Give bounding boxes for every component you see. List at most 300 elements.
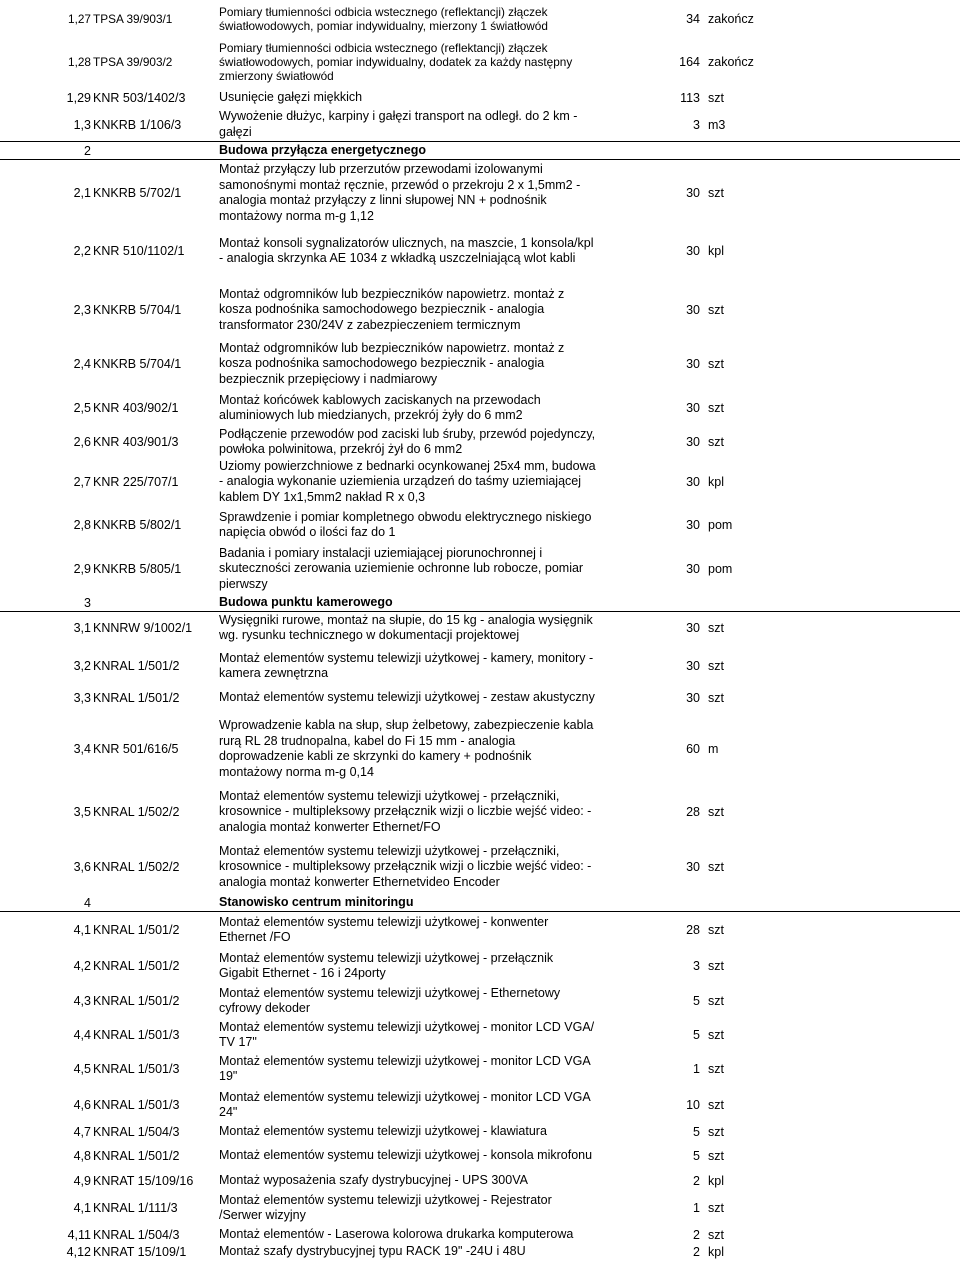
quantity-cell — [641, 1190, 701, 1226]
norm-code: KNRAL 1/501/2 — [93, 659, 180, 673]
work-description: Montaż końcówek kablowych zaciskanych na przewodach aluminiowych lub miedzianych, przekrój żyły do 6 mm2 — [219, 392, 541, 422]
norm-code: KNKRB 5/704/1 — [93, 357, 182, 371]
work-description-cell — [219, 37, 641, 87]
work-description: Uziomy powierzchniowe z bednarki ocynkowanej 25x4 mm, budowa - analogia wykonanie uziemienia urządzeń do taśmy uziemiającej kablem DY 1x1,5mm2 nakład R x 0,3 — [219, 458, 596, 504]
work-description-cell — [219, 1086, 641, 1124]
table-row — [0, 714, 960, 784]
item-number: 2,4 — [73, 357, 91, 371]
norm-code-cell — [93, 714, 217, 784]
work-description-cell — [219, 714, 641, 784]
unit-cell — [708, 1226, 778, 1243]
norm-code: KNR 403/901/3 — [93, 435, 179, 449]
unit: szt — [708, 91, 724, 105]
work-description-cell — [219, 594, 641, 611]
unit: kpl — [708, 475, 724, 489]
unit: pom — [708, 562, 733, 576]
work-description: Montaż elementów systemu telewizji użytkowej - przełączniki, krosownice - multipleksowy przełącznik wizji o liczbie wejść video: - analogia montaż konwerter Ethernetvideo Encoder — [219, 843, 592, 889]
norm-code: KNRAL 1/501/2 — [93, 691, 180, 705]
item-number-cell — [0, 912, 92, 948]
item-number-cell — [0, 426, 92, 458]
norm-code: KNRAL 1/501/2 — [93, 959, 180, 973]
quantity: 60 — [686, 742, 700, 756]
unit: kpl — [708, 244, 724, 258]
unit-cell — [708, 1018, 778, 1052]
section-row — [0, 594, 960, 612]
table-row — [0, 544, 960, 594]
unit-cell — [708, 1243, 778, 1261]
norm-code: KNKRB 5/702/1 — [93, 186, 182, 200]
quantity: 2 — [693, 1245, 700, 1259]
work-description-cell — [219, 282, 641, 338]
work-description: Wysięgniki rurowe, montaż na słupie, do 15 kg - analogia wysięgnik wg. rysunku technicznego w dokumentacji projektowej — [219, 612, 593, 642]
work-description: Badania i pomiary instalacji uziemiającej piorunochronnej i skuteczności zerowania uziemienie ochronne lub robocze, pomiar pierwszy — [219, 545, 584, 591]
unit: szt — [708, 435, 724, 449]
item-number-cell — [0, 714, 92, 784]
unit-cell — [708, 426, 778, 458]
table-row — [0, 1172, 960, 1190]
item-number: 3,2 — [73, 659, 91, 673]
item-number: 2 — [84, 143, 91, 158]
unit: szt — [708, 1062, 724, 1076]
norm-code-cell — [93, 784, 217, 840]
unit: kpl — [708, 1174, 724, 1188]
unit-cell — [708, 1172, 778, 1190]
work-description: Montaż elementów systemu telewizji użytkowej - konwenter Ethernet /FO — [219, 914, 549, 944]
work-description-cell — [219, 544, 641, 594]
item-number-cell — [0, 686, 92, 710]
item-number-cell — [0, 1124, 92, 1140]
work-description: Montaż elementów systemu telewizji użytkowej - konsola mikrofonu — [219, 1148, 593, 1163]
norm-code-cell — [93, 1086, 217, 1124]
work-description: Montaż elementów - Laserowa kolorowa drukarka komputerowa — [219, 1226, 574, 1241]
unit: szt — [708, 1227, 724, 1242]
item-number: 3 — [84, 595, 91, 610]
unit: szt — [708, 860, 724, 874]
quantity: 2 — [693, 1227, 700, 1242]
work-description: Stanowisko centrum minitoringu — [219, 894, 414, 909]
work-description: Podłączenie przewodów pod zaciski lub śruby, przewód pojedynczy, powłoka polwinitowa, przekrój żył do 6 mm2 — [219, 426, 596, 456]
quantity: 30 — [686, 303, 700, 317]
quantity-cell — [641, 142, 701, 159]
item-number-cell — [0, 1144, 92, 1168]
unit: szt — [708, 401, 724, 415]
norm-code: KNRAL 1/504/3 — [93, 1125, 180, 1139]
quantity: 5 — [693, 1125, 700, 1139]
work-description: Montaż przyłączy lub przerzutów przewodami izolowanymi samonośnymi montaż ręcznie, przewód o przekroju 2 x 1,5mm2 - analogia montaż przyłączy z linni słupowej NN + podnośnik montażowy norma m-g 1,12 — [219, 162, 581, 223]
table-row — [0, 282, 960, 338]
norm-code: KNRAT 15/109/1 — [93, 1245, 187, 1259]
item-number-cell — [0, 226, 92, 276]
quantity: 30 — [686, 562, 700, 576]
quantity: 30 — [686, 691, 700, 705]
work-description-cell — [219, 108, 641, 141]
norm-code-cell — [93, 1144, 217, 1168]
unit-cell — [708, 686, 778, 710]
item-number: 4,7 — [73, 1125, 91, 1139]
item-number: 2,3 — [73, 303, 91, 317]
unit-cell — [708, 1144, 778, 1168]
section-row — [0, 894, 960, 912]
work-description: Pomiary tłumienności odbicia wstecznego (reflektancji) złączek światłowodowych, pomiar indywidualny, mierzony 1 światłowód — [219, 5, 548, 33]
item-number-cell — [0, 3, 92, 35]
unit: szt — [708, 1098, 724, 1112]
work-description: Wywożenie dłużyc, karpiny i gałęzi transport na odległ. do 2 km - gałęzi — [219, 109, 578, 139]
item-number: 3,5 — [73, 805, 91, 819]
quantity-cell — [641, 160, 701, 226]
item-number: 1,27 — [68, 12, 91, 26]
work-description: Montaż odgromników lub bezpieczników napowietrz. montaż z kosza podnośnika samochodowego bezpiecznik - analogia transformator 230/24V z zabezpieczeniem termicznym — [219, 286, 565, 332]
item-number-cell — [0, 142, 92, 159]
item-number: 4,3 — [73, 994, 91, 1008]
item-number: 4,1 — [73, 923, 91, 937]
unit: szt — [708, 303, 724, 317]
quantity: 30 — [686, 186, 700, 200]
unit-cell — [708, 338, 778, 390]
quantity: 5 — [693, 1028, 700, 1042]
unit-cell — [708, 894, 778, 911]
work-description-cell — [219, 784, 641, 840]
unit: szt — [708, 1149, 724, 1163]
norm-code: KNRAL 1/501/2 — [93, 923, 180, 937]
unit-cell — [708, 37, 778, 87]
item-number: 4 — [84, 895, 91, 910]
item-number-cell — [0, 108, 92, 141]
unit-cell — [708, 612, 778, 644]
work-description: Pomiary tłumienności odbicia wstecznego (reflektancji) złączek światłowodowych, pomiar indywidualny, dodatek za każdy następny zmierzony światłowód — [219, 41, 573, 83]
quantity: 5 — [693, 994, 700, 1008]
norm-code: KNRAL 1/501/3 — [93, 1062, 180, 1076]
norm-code-cell — [93, 984, 217, 1018]
work-description-cell — [219, 984, 641, 1018]
table-row — [0, 948, 960, 984]
work-description-cell — [219, 948, 641, 984]
unit-cell — [708, 142, 778, 159]
unit-cell — [708, 282, 778, 338]
quantity: 1 — [693, 1062, 700, 1076]
table-row — [0, 840, 960, 894]
norm-code: TPSA 39/903/1 — [93, 12, 173, 26]
unit: zakończ — [708, 55, 754, 69]
unit: m — [708, 742, 719, 756]
work-description-cell — [219, 646, 641, 686]
work-description-cell — [219, 338, 641, 390]
work-description: Montaż elementów systemu telewizji użytkowej - zestaw akustyczny — [219, 690, 595, 705]
unit: szt — [708, 1028, 724, 1042]
quantity-cell — [641, 784, 701, 840]
norm-code-cell — [93, 338, 217, 390]
unit-cell — [708, 1124, 778, 1140]
table-row — [0, 1226, 960, 1243]
unit-cell — [708, 544, 778, 594]
item-number-cell — [0, 1086, 92, 1124]
quantity-cell — [641, 1144, 701, 1168]
norm-code: TPSA 39/903/2 — [93, 55, 173, 69]
unit-cell — [708, 390, 778, 426]
item-number: 3,3 — [73, 691, 91, 705]
item-number-cell — [0, 894, 92, 911]
norm-code: KNRAL 1/501/3 — [93, 1098, 180, 1112]
item-number-cell — [0, 390, 92, 426]
work-description-cell — [219, 1243, 641, 1261]
table-row — [0, 912, 960, 948]
work-description: Montaż konsoli sygnalizatorów ulicznych, na maszcie, 1 konsola/kpl - analogia skrzynka AE 1034 z wkładką uszczelniającą wlot kabli — [219, 235, 594, 265]
unit: kpl — [708, 1245, 724, 1259]
item-number-cell — [0, 1052, 92, 1086]
quantity: 5 — [693, 1149, 700, 1163]
table-row — [0, 160, 960, 226]
norm-code-cell — [93, 686, 217, 710]
quantity: 30 — [686, 518, 700, 532]
item-number: 4,4 — [73, 1028, 91, 1042]
unit: szt — [708, 1125, 724, 1139]
table-row — [0, 1018, 960, 1052]
work-description-cell — [219, 1190, 641, 1226]
norm-code-cell — [93, 594, 217, 611]
item-number-cell — [0, 1190, 92, 1226]
work-description-cell — [219, 1018, 641, 1052]
unit-cell — [708, 1086, 778, 1124]
section-row — [0, 142, 960, 160]
item-number: 4,12 — [66, 1245, 91, 1259]
item-number-cell — [0, 784, 92, 840]
item-number-cell — [0, 1018, 92, 1052]
table-row — [0, 37, 960, 87]
work-description-cell — [219, 88, 641, 108]
work-description-cell — [219, 894, 641, 911]
norm-code-cell — [93, 226, 217, 276]
unit-cell — [708, 226, 778, 276]
unit: szt — [708, 659, 724, 673]
quantity-cell — [641, 984, 701, 1018]
item-number-cell — [0, 160, 92, 226]
table-row — [0, 686, 960, 710]
quantity-cell — [641, 37, 701, 87]
item-number-cell — [0, 840, 92, 894]
table-row — [0, 226, 960, 276]
table-row — [0, 88, 960, 108]
unit: szt — [708, 621, 724, 635]
quantity-cell — [641, 948, 701, 984]
quantity-cell — [641, 426, 701, 458]
table-row — [0, 426, 960, 458]
norm-code-cell — [93, 1052, 217, 1086]
norm-code: KNNRW 9/1002/1 — [93, 621, 193, 635]
norm-code-cell — [93, 160, 217, 226]
quantity-cell — [641, 646, 701, 686]
quantity-cell — [641, 390, 701, 426]
work-description: Montaż elementów systemu telewizji użytkowej - monitor LCD VGA 19" — [219, 1053, 591, 1083]
norm-code: KNRAL 1/501/2 — [93, 994, 180, 1008]
quantity: 30 — [686, 244, 700, 258]
work-description-cell — [219, 160, 641, 226]
work-description: Montaż elementów systemu telewizji użytkowej - monitor LCD VGA/ TV 17" — [219, 1019, 595, 1049]
item-number-cell — [0, 458, 92, 506]
norm-code-cell — [93, 506, 217, 544]
work-description-cell — [219, 142, 641, 159]
table-row — [0, 984, 960, 1018]
work-description: Wprowadzenie kabla na słup, słup żelbetowy, zabezpieczenie kabla rurą RL 28 trudnopalna, kabel do Fi 15 mm - analogia doprowadzenie kabli ze skrzynki do kamery + podnośnik montażowy norma m-g 0,14 — [219, 718, 594, 779]
quantity: 30 — [686, 435, 700, 449]
quantity-cell — [641, 1018, 701, 1052]
work-description: Budowa przyłącza energetycznego — [219, 142, 427, 157]
quantity: 1 — [693, 1201, 700, 1215]
work-description-cell — [219, 426, 641, 458]
quantity-cell — [641, 88, 701, 108]
quantity: 3 — [693, 117, 700, 132]
norm-code-cell — [93, 88, 217, 108]
item-number-cell — [0, 1243, 92, 1261]
unit-cell — [708, 594, 778, 611]
unit: szt — [708, 691, 724, 705]
norm-code-cell — [93, 912, 217, 948]
unit: szt — [708, 923, 724, 937]
item-number: 2,6 — [73, 435, 91, 449]
norm-code: KNKRB 5/805/1 — [93, 562, 182, 576]
table-row — [0, 1124, 960, 1140]
norm-code-cell — [93, 1124, 217, 1140]
quantity-cell — [641, 894, 701, 911]
unit-cell — [708, 458, 778, 506]
item-number: 2,8 — [73, 518, 91, 532]
item-number: 1,28 — [68, 55, 91, 69]
table-row — [0, 1190, 960, 1226]
norm-code: KNRAL 1/502/2 — [93, 805, 180, 819]
unit-cell — [708, 1190, 778, 1226]
work-description-cell — [219, 912, 641, 948]
item-number-cell — [0, 506, 92, 544]
quantity-cell — [641, 1124, 701, 1140]
quantity-cell — [641, 612, 701, 644]
work-description-cell — [219, 226, 641, 276]
table-row — [0, 108, 960, 142]
unit: m3 — [708, 117, 726, 132]
table-row — [0, 1086, 960, 1124]
norm-code: KNRAL 1/111/3 — [93, 1201, 178, 1215]
quantity: 28 — [686, 805, 700, 819]
norm-code: KNRAL 1/502/2 — [93, 860, 180, 874]
work-description: Montaż odgromników lub bezpieczników napowietrz. montaż z kosza podnośnika samochodowego bezpiecznik - analogia bezpiecznik przepięciowy i nadmiarowy — [219, 340, 565, 386]
item-number: 3,1 — [73, 621, 91, 635]
norm-code-cell — [93, 1190, 217, 1226]
quantity: 3 — [693, 959, 700, 973]
unit: szt — [708, 357, 724, 371]
quantity: 30 — [686, 659, 700, 673]
quantity-cell — [641, 714, 701, 784]
norm-code-cell — [93, 282, 217, 338]
quantity: 30 — [686, 475, 700, 489]
quantity: 30 — [686, 860, 700, 874]
norm-code-cell — [93, 458, 217, 506]
quantity: 164 — [679, 55, 700, 69]
unit-cell — [708, 160, 778, 226]
quantity-cell — [641, 1226, 701, 1243]
quantity-cell — [641, 108, 701, 141]
item-number-cell — [0, 1226, 92, 1243]
item-number: 3,4 — [73, 742, 91, 756]
table-row — [0, 1052, 960, 1086]
table-row — [0, 1243, 960, 1261]
quantity: 30 — [686, 357, 700, 371]
norm-code-cell — [93, 544, 217, 594]
work-description-cell — [219, 1172, 641, 1190]
unit: szt — [708, 994, 724, 1008]
unit-cell — [708, 1052, 778, 1086]
item-number: 2,1 — [73, 186, 91, 200]
item-number-cell — [0, 594, 92, 611]
table-row — [0, 458, 960, 506]
item-number-cell — [0, 1172, 92, 1190]
quantity-cell — [641, 282, 701, 338]
work-description: Montaż szafy dystrybucyjnej typu RACK 19" -24U i 48U — [219, 1244, 526, 1259]
quantity-cell — [641, 1086, 701, 1124]
norm-code: KNRAL 1/501/2 — [93, 1149, 180, 1163]
item-number-cell — [0, 338, 92, 390]
table-row — [0, 3, 960, 35]
unit-cell — [708, 506, 778, 544]
norm-code-cell — [93, 612, 217, 644]
norm-code-cell — [93, 1172, 217, 1190]
norm-code: KNKRB 5/704/1 — [93, 303, 182, 317]
norm-code-cell — [93, 948, 217, 984]
item-number-cell — [0, 948, 92, 984]
quantity-cell — [641, 506, 701, 544]
item-number: 3,6 — [73, 860, 91, 874]
work-description-cell — [219, 1226, 641, 1243]
norm-code-cell — [93, 646, 217, 686]
unit-cell — [708, 984, 778, 1018]
table-row — [0, 646, 960, 686]
unit: pom — [708, 518, 733, 532]
quantity: 2 — [693, 1174, 700, 1188]
unit-cell — [708, 840, 778, 894]
unit-cell — [708, 948, 778, 984]
item-number: 4,9 — [73, 1174, 91, 1188]
norm-code-cell — [93, 108, 217, 141]
work-description: Montaż elementów systemu telewizji użytkowej - monitor LCD VGA 24" — [219, 1089, 591, 1119]
item-number-cell — [0, 282, 92, 338]
item-number-cell — [0, 37, 92, 87]
quantity-cell — [641, 840, 701, 894]
norm-code-cell — [93, 3, 217, 35]
item-number-cell — [0, 88, 92, 108]
quantity-cell — [641, 458, 701, 506]
quantity: 28 — [686, 923, 700, 937]
unit-cell — [708, 88, 778, 108]
quantity-cell — [641, 544, 701, 594]
item-number: 4,8 — [73, 1149, 91, 1163]
quantity-cell — [641, 1243, 701, 1261]
unit: szt — [708, 186, 724, 200]
quantity: 30 — [686, 401, 700, 415]
unit: szt — [708, 959, 724, 973]
work-description: Montaż elementów systemu telewizji użytkowej - przełączniki, krosownice - multipleksowy przełącznik wizji o liczbie wejść video: - analogia montaż konwerter Ethernet/FO — [219, 788, 592, 834]
quantity-cell — [641, 1052, 701, 1086]
quantity-cell — [641, 594, 701, 611]
item-number: 4,6 — [73, 1098, 91, 1112]
norm-code-cell — [93, 37, 217, 87]
item-number-cell — [0, 984, 92, 1018]
unit-cell — [708, 912, 778, 948]
norm-code-cell — [93, 1018, 217, 1052]
item-number: 1,3 — [73, 117, 91, 132]
work-description-cell — [219, 1144, 641, 1168]
work-description-cell — [219, 390, 641, 426]
table-row — [0, 390, 960, 426]
norm-code-cell — [93, 426, 217, 458]
quantity: 30 — [686, 621, 700, 635]
norm-code: KNKRB 5/802/1 — [93, 518, 182, 532]
work-description: Montaż elementów systemu telewizji użytkowej - Rejestrator /Serwer wizyjny — [219, 1192, 552, 1222]
